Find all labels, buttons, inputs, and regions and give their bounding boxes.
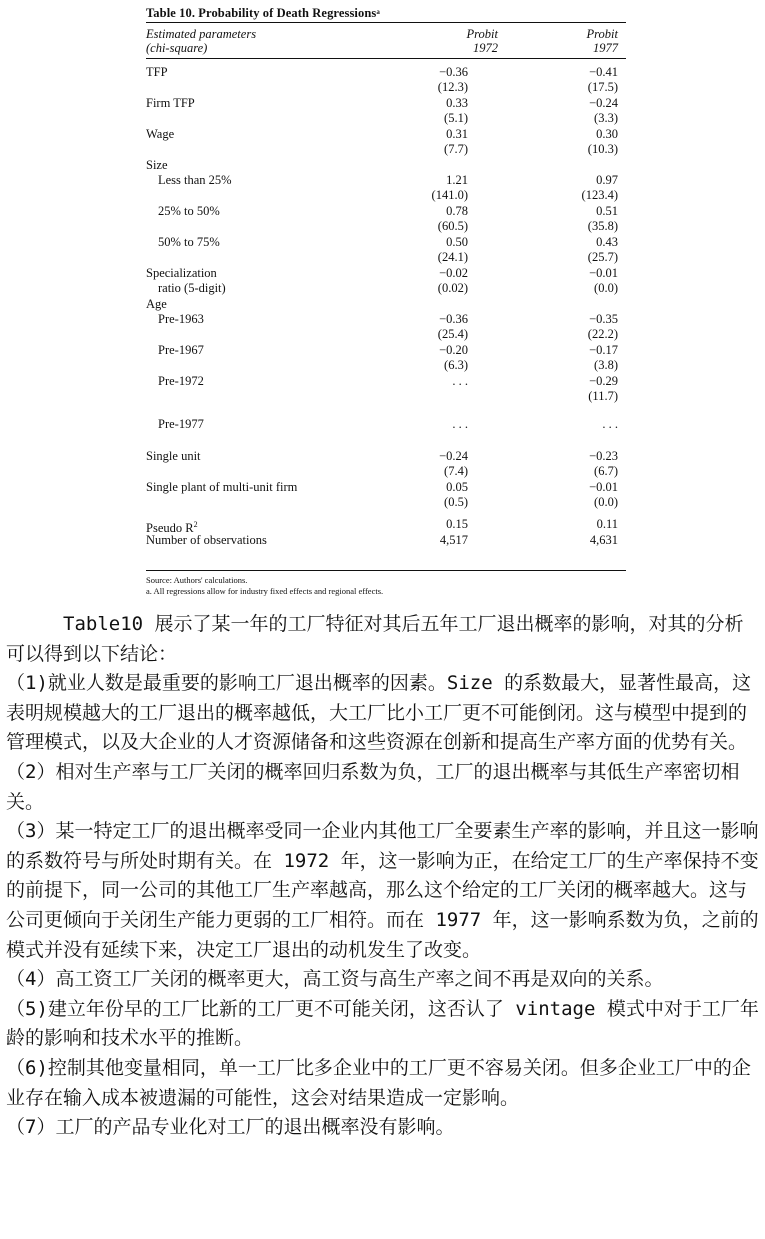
row-label: Single plant of multi-unit firm bbox=[146, 480, 298, 494]
value-1977: (11.7) bbox=[588, 389, 618, 403]
value-1972: 0.15 bbox=[446, 517, 468, 531]
paragraph: （1)就业人数是最重要的影响工厂退出概率的因素。Size 的系数最大，显著性最高，这表明规模越大的工厂退出的概率越低，大工厂比小工厂更不可能倒闭。这与模型中提到的管理模式，以及大企业的人才资源储备和这些资源在创新和提高生产率方面的优势有关。 bbox=[6, 672, 752, 754]
value-1972: (5.1) bbox=[444, 111, 468, 125]
paragraph: （2）相对生产率与工厂关闭的概率回归系数为负，工厂的退出概率与其低生产率密切相关。 bbox=[6, 760, 740, 813]
table-row bbox=[146, 389, 626, 404]
table-caption-text: Table 10. Probability of Death Regressions bbox=[146, 6, 377, 20]
table-row bbox=[146, 480, 626, 495]
table-row bbox=[146, 204, 626, 219]
header-param-line2: (chi-square) bbox=[146, 41, 208, 55]
table-row bbox=[146, 219, 626, 234]
value-1972: (141.0) bbox=[431, 188, 468, 202]
row-label: Less than 25% bbox=[158, 173, 232, 187]
value-1972: −0.36 bbox=[439, 65, 468, 79]
table-header bbox=[146, 23, 626, 58]
value-1972: 0.33 bbox=[446, 96, 468, 110]
table-row bbox=[146, 343, 626, 358]
header-col2-line1: Probit bbox=[586, 27, 618, 41]
table-row bbox=[146, 533, 626, 548]
table-row bbox=[146, 96, 626, 111]
table-row bbox=[146, 327, 626, 342]
value-1977: 4,631 bbox=[589, 533, 618, 547]
value-1972: (7.7) bbox=[444, 142, 468, 156]
row-label: Wage bbox=[146, 127, 175, 141]
paragraph: （6)控制其他变量相同，单一工厂比多企业中的工厂更不容易关闭。但多企业工厂中的企业存在输入成本被遗漏的可能性，这会对结果造成一定影响。 bbox=[6, 1056, 751, 1109]
value-1977: (6.7) bbox=[594, 464, 618, 478]
value-1972: −0.20 bbox=[439, 343, 468, 357]
value-1977: 0.11 bbox=[596, 517, 618, 531]
value-1977: −0.24 bbox=[589, 96, 618, 110]
header-col1-line2: 1972 bbox=[473, 41, 498, 55]
value-1977: (10.3) bbox=[587, 142, 618, 156]
value-1972: 0.31 bbox=[446, 127, 468, 141]
value-1977: (17.5) bbox=[587, 80, 618, 94]
value-1972: (0.5) bbox=[444, 495, 468, 509]
value-1977: 0.97 bbox=[596, 173, 618, 187]
table-row bbox=[146, 266, 626, 281]
table-body bbox=[146, 59, 626, 570]
paragraph: （7）工厂的产品专业化对工厂的退出概率没有影响。 bbox=[6, 1116, 455, 1139]
value-1977: −0.01 bbox=[589, 266, 618, 280]
value-1977: −0.29 bbox=[589, 374, 618, 388]
table-row bbox=[146, 80, 626, 95]
table-row bbox=[146, 235, 626, 250]
value-1972: (25.4) bbox=[437, 327, 468, 341]
header-col2-line2: 1977 bbox=[593, 41, 618, 55]
table-row bbox=[146, 281, 626, 296]
value-1977: 0.51 bbox=[596, 204, 618, 218]
row-label: Single unit bbox=[146, 449, 201, 463]
value-1977: −0.17 bbox=[589, 343, 618, 357]
table-row bbox=[146, 297, 626, 312]
value-1977: −0.01 bbox=[589, 480, 618, 494]
value-1977: (3.8) bbox=[594, 358, 618, 372]
source-note: Source: Authors' calculations. bbox=[146, 575, 248, 585]
paragraph: （5)建立年份早的工厂比新的工厂更不可能关闭，这否认了 vintage 模式中对于工厂年龄的影响和技术水平的推断。 bbox=[6, 997, 759, 1050]
pseudo-r-superscript: 2 bbox=[193, 520, 198, 529]
value-1972: (12.3) bbox=[437, 80, 468, 94]
row-label: Pre-1967 bbox=[158, 343, 204, 357]
table-row bbox=[146, 250, 626, 265]
value-1977: (22.2) bbox=[587, 327, 618, 341]
table-row bbox=[146, 111, 626, 126]
value-1972: (0.02) bbox=[437, 281, 468, 295]
table-row bbox=[146, 158, 626, 173]
value-1977: (0.0) bbox=[594, 495, 618, 509]
row-label: Pre-1963 bbox=[158, 312, 204, 326]
analysis-text bbox=[6, 610, 761, 1143]
value-1972: 0.78 bbox=[446, 204, 468, 218]
value-1977: −0.35 bbox=[589, 312, 618, 326]
paragraph: （4）高工资工厂关闭的概率更大，高工资与高生产率之间不再是双向的关系。 bbox=[6, 968, 664, 991]
table-row bbox=[146, 417, 626, 432]
row-label: Number of observations bbox=[146, 533, 267, 547]
value-1972: 0.50 bbox=[446, 235, 468, 249]
regression-table bbox=[146, 4, 626, 597]
table-row bbox=[146, 312, 626, 327]
value-1972: 0.05 bbox=[446, 480, 468, 494]
value-1977: (25.7) bbox=[587, 250, 618, 264]
value-1977: (0.0) bbox=[594, 281, 618, 295]
row-label: Pre-1972 bbox=[158, 374, 204, 388]
value-1972: 4,517 bbox=[439, 533, 468, 547]
table-notes bbox=[146, 575, 626, 597]
row-label: 25% to 50% bbox=[158, 204, 220, 218]
table-row bbox=[146, 495, 626, 510]
paragraph: Table10 展示了某一年的工厂特征对其后五年工厂退出概率的影响，对其的分析可以得到以下结论： bbox=[6, 613, 744, 665]
value-1972: −0.36 bbox=[439, 312, 468, 326]
caption-note-mark: a bbox=[376, 8, 380, 16]
value-1972: −0.02 bbox=[439, 266, 468, 280]
table-row bbox=[146, 142, 626, 157]
table-row bbox=[146, 449, 626, 464]
row-label: Age bbox=[146, 297, 167, 311]
row-label: Size bbox=[146, 158, 168, 172]
table-caption bbox=[146, 4, 626, 22]
pseudo-r-text: Pseudo R bbox=[146, 521, 194, 536]
value-1972: (7.4) bbox=[444, 464, 468, 478]
table-row bbox=[146, 358, 626, 373]
value-1972: 1.21 bbox=[446, 173, 468, 187]
paragraph: （3）某一特定工厂的退出概率受同一企业内其他工厂全要素生产率的影响，并且这一影响的系数符号与所处时期有关。在 1972 年，这一影响为正，在给定工厂的生产率保持不变的前提下，同一公司的其他工厂生产率越高，那么这个给定的工厂关闭的概率越大。这与公司更倾向于关闭生产能力更弱的工厂相符。而在 1977 年，这一影响系数为负，之前的模式并没有延续下来，决定工厂退出的动机发生了改变。 bbox=[6, 820, 759, 961]
value-1977: . . . bbox=[602, 417, 618, 431]
header-param-line1: Estimated parameters bbox=[146, 27, 257, 41]
value-1972: (24.1) bbox=[437, 250, 468, 264]
value-1977: (35.8) bbox=[587, 219, 618, 233]
row-label: Pre-1977 bbox=[158, 417, 204, 431]
value-1977: (123.4) bbox=[581, 188, 618, 202]
table-row bbox=[146, 127, 626, 142]
value-1972: . . . bbox=[452, 417, 468, 431]
value-1972: (60.5) bbox=[437, 219, 468, 233]
table-row bbox=[146, 374, 626, 389]
footnote: a. All regressions allow for industry fixed effects and regional effects. bbox=[146, 586, 384, 596]
value-1972: . . . bbox=[452, 374, 468, 388]
row-label: 50% to 75% bbox=[158, 235, 220, 249]
bottom-rule bbox=[146, 570, 626, 571]
table-row bbox=[146, 173, 626, 188]
value-1972: −0.24 bbox=[439, 449, 468, 463]
value-1977: −0.41 bbox=[589, 65, 618, 79]
table-row bbox=[146, 464, 626, 479]
table-row bbox=[146, 188, 626, 203]
value-1977: (3.3) bbox=[594, 111, 618, 125]
row-label: Firm TFP bbox=[146, 96, 195, 110]
table-row bbox=[146, 517, 626, 536]
value-1977: 0.43 bbox=[596, 235, 618, 249]
value-1977: −0.23 bbox=[589, 449, 618, 463]
row-label: TFP bbox=[146, 65, 168, 79]
row-label: ratio (5-digit) bbox=[158, 281, 226, 295]
value-1972: (6.3) bbox=[444, 358, 468, 372]
table-row bbox=[146, 65, 626, 80]
row-label: Specialization bbox=[146, 266, 217, 280]
header-col1-line1: Probit bbox=[466, 27, 498, 41]
value-1977: 0.30 bbox=[596, 127, 618, 141]
